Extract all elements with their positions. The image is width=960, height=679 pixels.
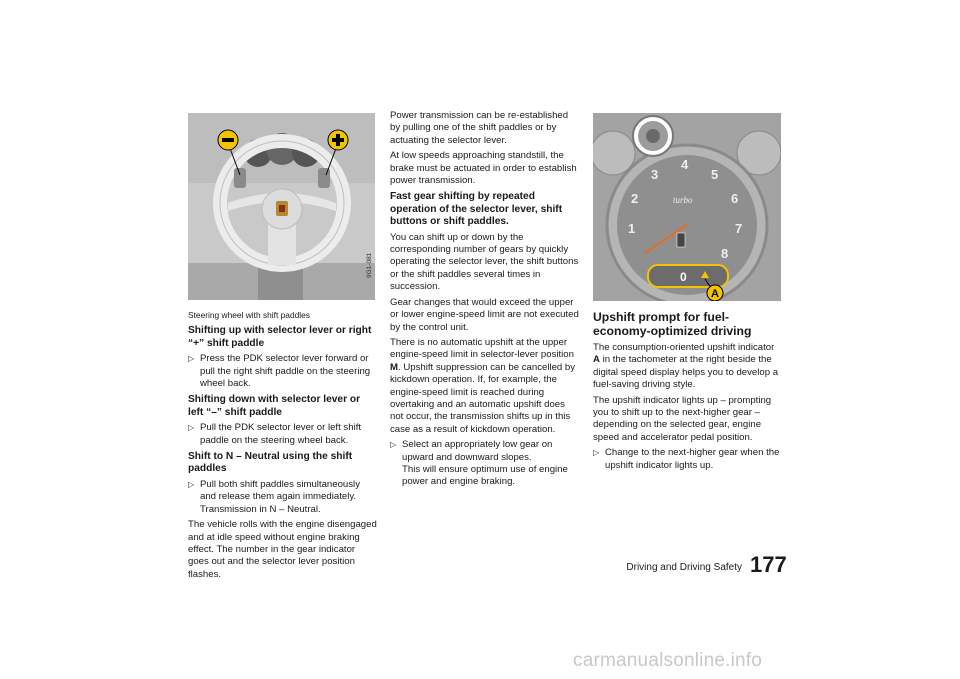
triangle-right-icon: ▷ [593,448,600,458]
svg-text:3: 3 [651,167,659,182]
tachometer-image [593,113,781,301]
step-change-gear: ▷ Change to the next-higher gear when the upshift indicator lights up. [593,447,780,471]
paragraph-kickdown: There is no automatic upshift at the upper engine-speed limit in selector-lever position M. Upshift suppression can be cancelled by kickdown operation. If, for example, the engine-speed limit is reached during overtaking and an automatic upshift does not occur, the transmission shifts up in this case as a result of kickdown operation. [390,336,576,435]
page-number: 177 [750,552,787,577]
heading-fast-shifting: Fast gear shifting by repeated operation of the selector lever, shift buttons or shift paddles. [390,191,563,228]
svg-text:8: 8 [721,246,729,261]
svg-text:turbo: turbo [673,195,693,205]
steering-image-code: 9G1-081 [366,252,373,278]
svg-text:2: 2 [631,191,639,206]
svg-text:7: 7 [735,221,743,236]
triangle-right-icon: ▷ [188,354,195,364]
triangle-right-icon: ▷ [390,440,397,450]
paragraph-upshift-indicator: The consumption-oriented upshift indicator A in the tachometer at the right beside the digital speed display helps you to develop a fuel-saving driving style. [593,342,779,391]
step-neutral: ▷ Pull both shift paddles simultaneously and release them again immediately. Transmission in N – Neutral. [188,478,360,515]
svg-text:0: 0 [680,270,687,284]
svg-text:6: 6 [731,191,739,206]
paragraph-neutral-effect: The vehicle rolls with the engine disengaged and at idle speed without engine braking effect. The number in the gear indicator goes out and the selector lever position flashes. [188,519,377,580]
watermark-text: carmanualsonline.info [573,650,763,671]
paragraph-reestablish: Power transmission can be re-established by pulling one of the shift paddles or by actuating the selector lever. [390,110,569,146]
svg-text:1: 1 [628,221,636,236]
paragraph-low-speeds: At low speeds approaching standstill, the brake must be actuated in order to establish power transmission. [390,150,577,187]
steering-wheel-illustration [188,113,375,300]
step-shift-down: ▷ Pull the PDK selector lever or left shift paddle on the steering wheel back. [188,422,362,446]
paragraph-speed-limits: Gear changes that would exceed the upper or lower engine-speed limit are not executed by the control unit. [390,296,579,333]
svg-text:5: 5 [711,167,719,182]
paragraph-multiple-gears: You can shift up or down by the corresponding number of gears by quickly operating the selector lever, the shift buttons or the shift paddles several times in succession. [390,231,579,293]
column-3 [593,305,783,475]
heading-shift-down: Shifting down with selector lever or left “–” shift paddle [188,394,361,418]
paragraph-indicator-lights: The upshift indicator lights up – prompting you to shift up to the next-higher gear – depending on the selected gear, engine speed and accelerator pedal position. [593,394,772,443]
heading-upshift-prompt: Upshift prompt for fuel-economy-optimized driving [593,310,752,338]
heading-shift-up: Shifting up with selector lever or right “+” shift paddle [188,325,372,349]
column-1 [188,305,378,584]
step-shift-up: ▷ Press the PDK selector lever forward or pull the right shift paddle on the steering wheel back. [188,353,371,390]
svg-text:A: A [711,288,719,300]
svg-text:4: 4 [681,157,689,172]
triangle-right-icon: ▷ [188,479,195,489]
triangle-right-icon: ▷ [188,423,195,433]
column-2 [390,110,580,492]
heading-neutral: Shift to N – Neutral using the shift paddles [188,451,353,475]
steering-wheel-image [188,113,375,300]
image-caption: Steering wheel with shift paddles [188,310,310,320]
footer-section-title: Driving and Driving Safety [626,562,742,573]
step-slopes: ▷ Select an appropriately low gear on upward and downward slopes. This will ensure optimum use of engine power and engine braking. [390,439,568,488]
tachometer-illustration [593,113,781,301]
